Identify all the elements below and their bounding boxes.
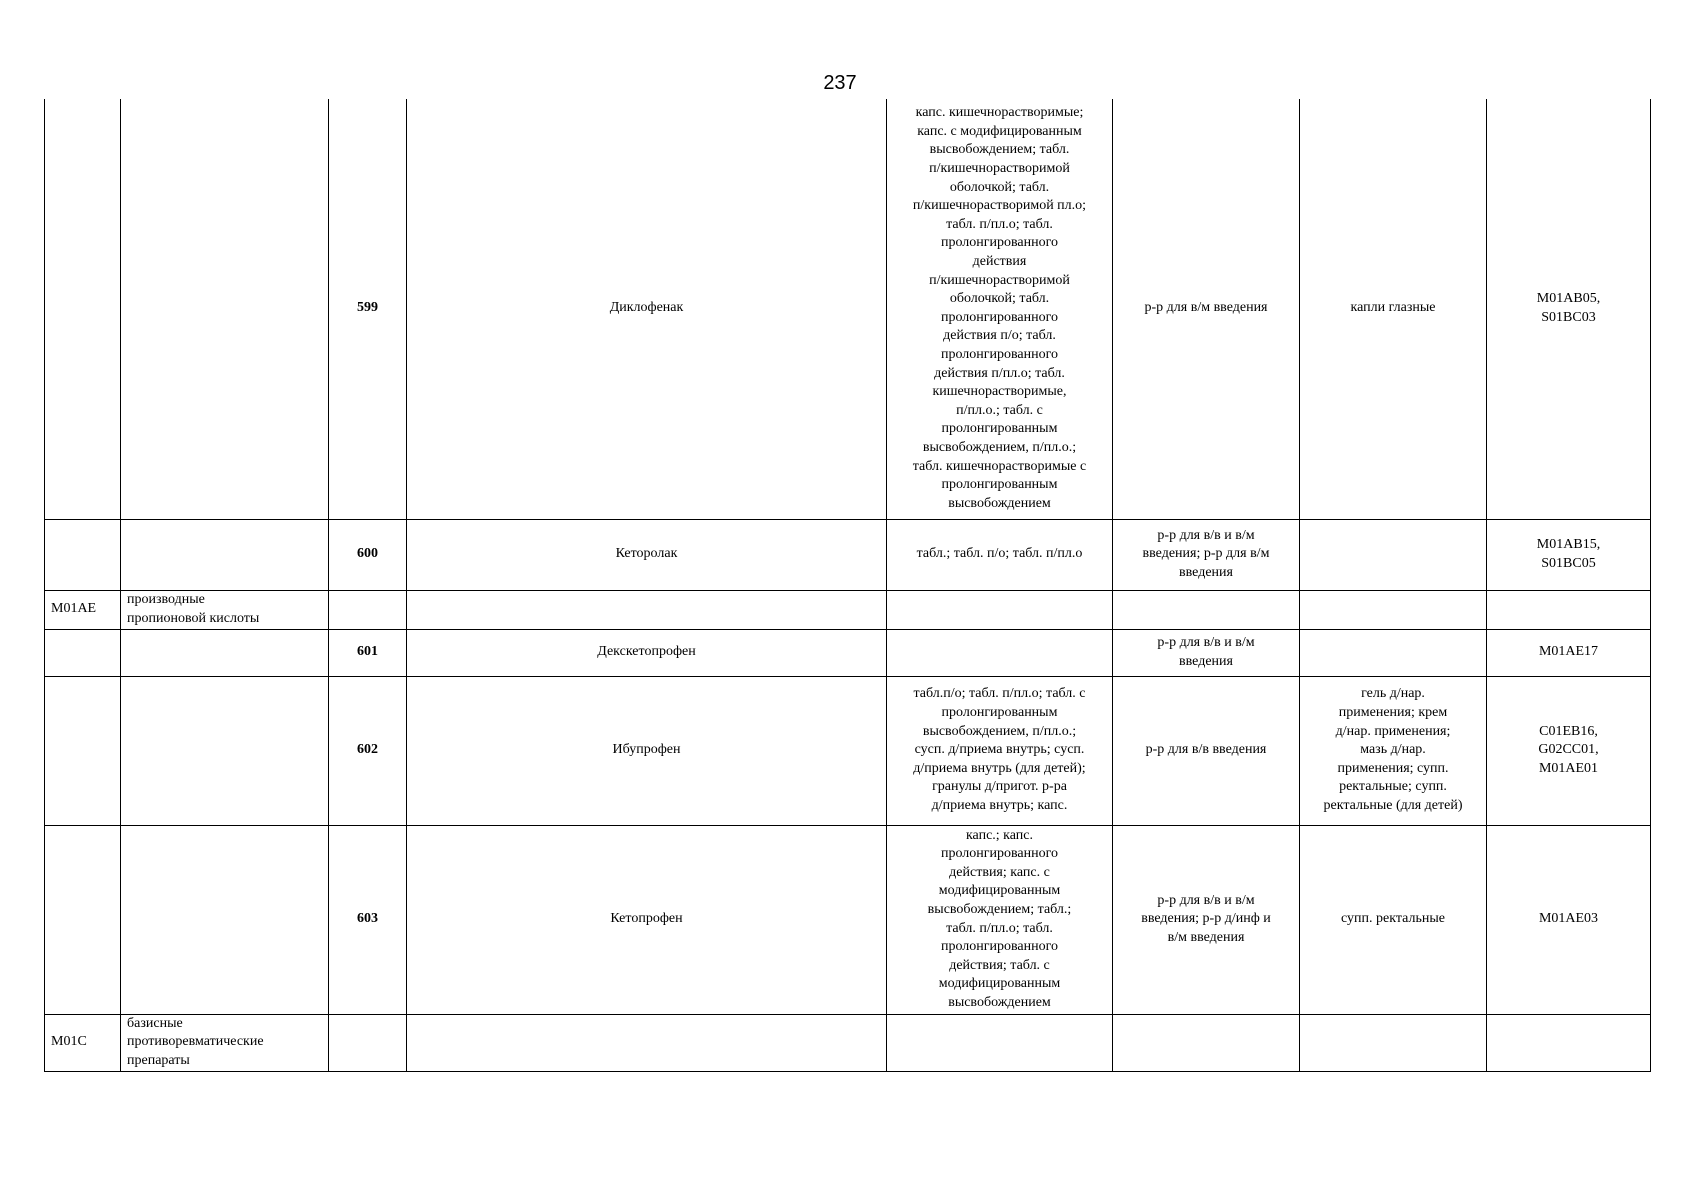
injection-forms-cell: р-р для в/м введения [1113,99,1300,519]
table-row [45,825,1651,1014]
table-row [45,519,1651,590]
item-number-cell: 600 [329,519,407,590]
item-number-cell: 602 [329,676,407,825]
other-forms-cell: гель д/нар. применения; крем д/нар. применения; мазь д/нар. применения; супп. ректальные; супп. ректальные (для детей) [1300,676,1487,825]
atc-code-cell [1487,1014,1651,1071]
atc-code-cell: M01AE03 [1487,825,1651,1014]
atc-code-cell: M01AB15, S01BC05 [1487,519,1651,590]
injection-forms-cell [1113,1014,1300,1071]
atc-group-name-cell: производные пропионовой кислоты [121,590,329,629]
drug-table [44,99,1651,1072]
other-forms-cell [1300,1014,1487,1071]
atc-group-name-cell [121,629,329,676]
other-forms-cell [1300,590,1487,629]
atc-group-name-cell [121,676,329,825]
atc-group-name-cell [121,825,329,1014]
atc-group-code-cell: M01C [45,1014,121,1071]
table-row [45,1014,1651,1071]
table-row [45,590,1651,629]
other-forms-cell: супп. ректальные [1300,825,1487,1014]
item-number-cell: 599 [329,99,407,519]
other-forms-cell [1300,519,1487,590]
atc-code-cell [1487,590,1651,629]
injection-forms-cell: р-р для в/в и в/м введения; р-р д/инф и в/м введения [1113,825,1300,1014]
oral-forms-cell: табл.; табл. п/о; табл. п/пл.о [887,519,1113,590]
other-forms-cell: капли глазные [1300,99,1487,519]
item-number-cell: 601 [329,629,407,676]
drug-name-cell [407,590,887,629]
atc-group-code-cell [45,629,121,676]
item-number-cell [329,590,407,629]
injection-forms-cell: р-р для в/в введения [1113,676,1300,825]
oral-forms-cell: капс. кишечнорастворимые; капс. с модифицированным высвобождением; табл. п/кишечнорастворимой оболочкой; табл. п/кишечнорастворимой пл.о; табл. п/пл.о; табл. пролонгированного действия п/кишечнорастворимой оболочкой; табл. пролонгированного действия п/о; табл. пролонгированного действия п/пл.о; табл. кишечнорастворимые, п/пл.о.; табл. с пролонгированным высвобождением, п/пл.о.; табл. кишечнорастворимые с пролонгированным высвобождением [887,99,1113,519]
item-number-cell: 603 [329,825,407,1014]
injection-forms-cell: р-р для в/в и в/м введения; р-р для в/м введения [1113,519,1300,590]
drug-name-cell: Кеторолак [407,519,887,590]
oral-forms-cell [887,1014,1113,1071]
oral-forms-cell [887,590,1113,629]
drug-name-cell [407,1014,887,1071]
injection-forms-cell [1113,590,1300,629]
page-number: 237 [823,72,857,94]
drug-name-cell: Кетопрофен [407,825,887,1014]
table-row [45,99,1651,519]
drug-name-cell: Ибупрофен [407,676,887,825]
atc-group-name-cell [121,519,329,590]
table-row [45,629,1651,676]
atc-code-cell: M01AE17 [1487,629,1651,676]
oral-forms-cell [887,629,1113,676]
atc-group-code-cell [45,676,121,825]
drug-name-cell: Диклофенак [407,99,887,519]
atc-code-cell: M01AB05, S01BC03 [1487,99,1651,519]
item-number-cell [329,1014,407,1071]
atc-group-code-cell [45,99,121,519]
other-forms-cell [1300,629,1487,676]
drug-name-cell: Декскетопрофен [407,629,887,676]
atc-group-code-cell [45,825,121,1014]
atc-group-code-cell: M01AE [45,590,121,629]
oral-forms-cell: табл.п/о; табл. п/пл.о; табл. с пролонгированным высвобождением, п/пл.о.; сусп. д/приема внутрь; сусп. д/приема внутрь (для детей); гранулы д/пригот. р-ра д/приема внутрь; капс. [887,676,1113,825]
oral-forms-cell: капс.; капс. пролонгированного действия; капс. с модифицированным высвобождением; табл.; табл. п/пл.о; табл. пролонгированного действия; табл. с модифицированным высвобождением [887,825,1113,1014]
table-row [45,676,1651,825]
atc-code-cell: C01EB16, G02CC01, M01AE01 [1487,676,1651,825]
injection-forms-cell: р-р для в/в и в/м введения [1113,629,1300,676]
atc-group-name-cell: базисные противоревматические препараты [121,1014,329,1071]
atc-group-code-cell [45,519,121,590]
atc-group-name-cell [121,99,329,519]
